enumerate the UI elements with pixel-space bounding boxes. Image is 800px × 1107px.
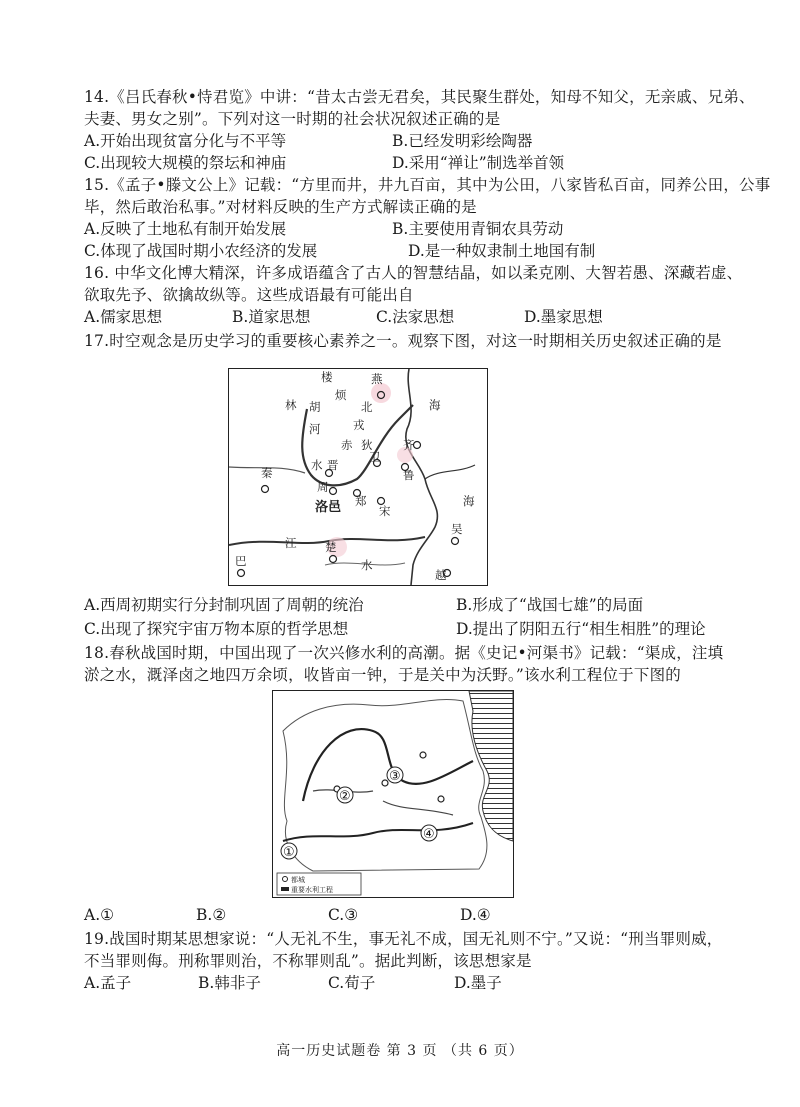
q18-option-d[interactable]: D.④ xyxy=(460,906,491,924)
q16-stem-line2: 欲取先予、欲擒故纵等。这些成语最有可能出自 xyxy=(84,286,414,304)
legend-waterworks: 重要水利工程 xyxy=(291,886,333,894)
map-label-luoyi: 洛邑 xyxy=(315,500,342,515)
capital-qin xyxy=(262,486,269,493)
zhou-map-svg xyxy=(229,369,487,585)
page-footer: 高一历史试题卷 第 3 页 （共 6 页） xyxy=(276,1043,524,1059)
map2-yangtze xyxy=(283,823,473,841)
q19-option-c[interactable]: C.荀子 xyxy=(328,974,376,992)
map-label-ba: 巴 xyxy=(235,554,247,568)
map-label-lu: 鲁 xyxy=(403,468,415,482)
map2-capital-3 xyxy=(420,752,426,758)
q16-option-c[interactable]: C.法家思想 xyxy=(376,308,455,326)
q19-stem-line2: 不当罪则侮。刑称罪则治，不称罪则乱”。据此判断，该思想家是 xyxy=(84,952,532,970)
q19-stem-line1: 19.战国时期某思想家说：“人无礼不生，事无礼不成，国无礼则不宁。”又说：“刑当罪则威， xyxy=(84,930,723,948)
q15-option-c[interactable]: C.体现了战国时期小农经济的发展 xyxy=(84,242,318,260)
q14-option-d[interactable]: D.采用“禅让”制选举首领 xyxy=(392,154,565,172)
q19-option-d[interactable]: D.墨子 xyxy=(454,974,502,992)
capital-wu xyxy=(452,538,459,545)
q15-option-a[interactable]: A.反映了土地私有制开始发展 xyxy=(84,220,287,238)
map-label-shui: 水 xyxy=(311,458,323,472)
legend-capital-icon xyxy=(283,877,288,882)
map-label-qi: 齐 xyxy=(403,438,415,452)
q16-option-d[interactable]: D.墨家思想 xyxy=(524,308,603,326)
q18-stem-line1: 18.春秋战国时期，中国出现了一次兴修水利的高潮。据《史记•河渠书》记载：“渠成，注填 xyxy=(84,644,724,662)
q17-option-d[interactable]: D.提出了阴阳五行“相生相胜”的理论 xyxy=(456,620,706,638)
q17-option-c[interactable]: C.出现了探究宇宙万物本原的哲学思想 xyxy=(84,620,349,638)
legend-capital: 都城 xyxy=(291,876,305,884)
map-label-wei: 卫 xyxy=(369,450,381,464)
sea-area xyxy=(469,691,513,841)
capital-chu xyxy=(330,556,337,563)
map-label-yan: 燕 xyxy=(371,372,383,386)
q14-stem-line2: 夫妻、男女之别”。下列对这一时期的社会状况叙述正确的是 xyxy=(84,110,501,128)
irrigation-projects-map xyxy=(272,690,514,898)
map-label-sea-east: 海 xyxy=(463,494,475,508)
map-label-qin: 秦 xyxy=(261,466,273,480)
q18-option-b[interactable]: B.② xyxy=(196,906,227,924)
q17-option-b[interactable]: B.形成了“战国七雄”的局面 xyxy=(456,596,644,614)
map2-capital-2 xyxy=(382,780,388,786)
map-label-jin: 晋 xyxy=(327,458,339,472)
map-label-bei: 北 xyxy=(361,400,373,414)
map-label-zhou: 周 xyxy=(317,480,329,494)
marker-1: ① xyxy=(283,845,295,860)
map2-huai-river xyxy=(383,801,453,815)
map-label-sea-north: 海 xyxy=(429,398,441,412)
capital-zhou xyxy=(330,488,337,495)
map-label-yue: 越 xyxy=(435,568,447,582)
q14-option-c[interactable]: C.出现较大规模的祭坛和神庙 xyxy=(84,154,287,172)
map-label-lin: 林 xyxy=(285,398,297,412)
q14-option-b[interactable]: B.已经发明彩绘陶器 xyxy=(392,132,533,150)
q17-stem: 17.时空观念是历史学习的重要核心素养之一。观察下图，对这一时期相关历史叙述正确的是 xyxy=(84,332,722,350)
map-label-he: 河 xyxy=(309,422,321,436)
q15-stem-line2: 毕，然后敢治私事。”对材料反映的生产方式解读正确的是 xyxy=(84,198,477,216)
marker-3: ③ xyxy=(389,769,401,784)
map-label-chu: 楚 xyxy=(325,540,337,554)
q14-option-a[interactable]: A.开始出现贫富分化与不平等 xyxy=(84,132,287,150)
map-label-wu: 吴 xyxy=(451,522,463,536)
capital-ba xyxy=(238,570,245,577)
map-label-rong: 戎 xyxy=(353,418,365,432)
marker-4: ④ xyxy=(423,827,435,842)
q14-stem-line1: 14.《吕氏春秋•恃君览》中讲：“昔太古尝无君矣，其民聚生群处，知母不知父，无亲戚、兄弟、 xyxy=(84,88,755,106)
capital-qi xyxy=(414,442,421,449)
q18-stem-line2: 淤之水，溉泽卤之地四万余顷，收皆亩一钟，于是关中为沃野。”该水利工程位于下图的 xyxy=(84,666,681,684)
shandong-coast xyxy=(425,465,475,479)
map-label-jiang: 江 xyxy=(285,536,297,550)
map2-capital-4 xyxy=(438,796,444,802)
map-label-song: 宋 xyxy=(379,504,391,518)
map-label-hu: 胡 xyxy=(309,400,321,414)
legend-waterworks-icon xyxy=(281,887,289,891)
q18-option-a[interactable]: A.① xyxy=(84,906,115,924)
irrigation-map-svg xyxy=(273,691,513,897)
q16-stem-line1: 16. 中华文化博大精深，许多成语蕴含了古人的智慧结晶，如以柔克刚、大智若愚、深藏若虚、 xyxy=(84,264,743,282)
q16-option-a[interactable]: A.儒家思想 xyxy=(84,308,163,326)
q19-option-a[interactable]: A.孟子 xyxy=(84,974,132,992)
map-label-lou: 楼 xyxy=(321,370,333,384)
q16-option-b[interactable]: B.道家思想 xyxy=(232,308,311,326)
q18-option-c[interactable]: C.③ xyxy=(328,906,359,924)
zhou-period-map xyxy=(228,368,488,586)
map-label-shui-south: 水 xyxy=(361,558,373,572)
q15-option-b[interactable]: B.主要使用青铜农具劳动 xyxy=(392,220,564,238)
yan-shading xyxy=(371,383,391,403)
map-label-di: 狄 xyxy=(361,438,373,452)
map-label-zheng: 郑 xyxy=(355,494,367,508)
q15-option-d[interactable]: D.是一种奴隶制土地国有制 xyxy=(408,242,596,260)
map-label-fan: 烦 xyxy=(335,388,347,402)
q15-stem-line1: 15.《孟子•滕文公上》记载：“方里而井，井九百亩，其中为公田，八家皆私百亩，同养公田，公事 xyxy=(84,176,771,194)
q19-option-b[interactable]: B.韩非子 xyxy=(198,974,261,992)
q17-option-a[interactable]: A.西周初期实行分封制巩固了周朝的统治 xyxy=(84,596,364,614)
marker-2: ② xyxy=(339,789,351,804)
map-label-chi: 赤 xyxy=(341,438,353,452)
